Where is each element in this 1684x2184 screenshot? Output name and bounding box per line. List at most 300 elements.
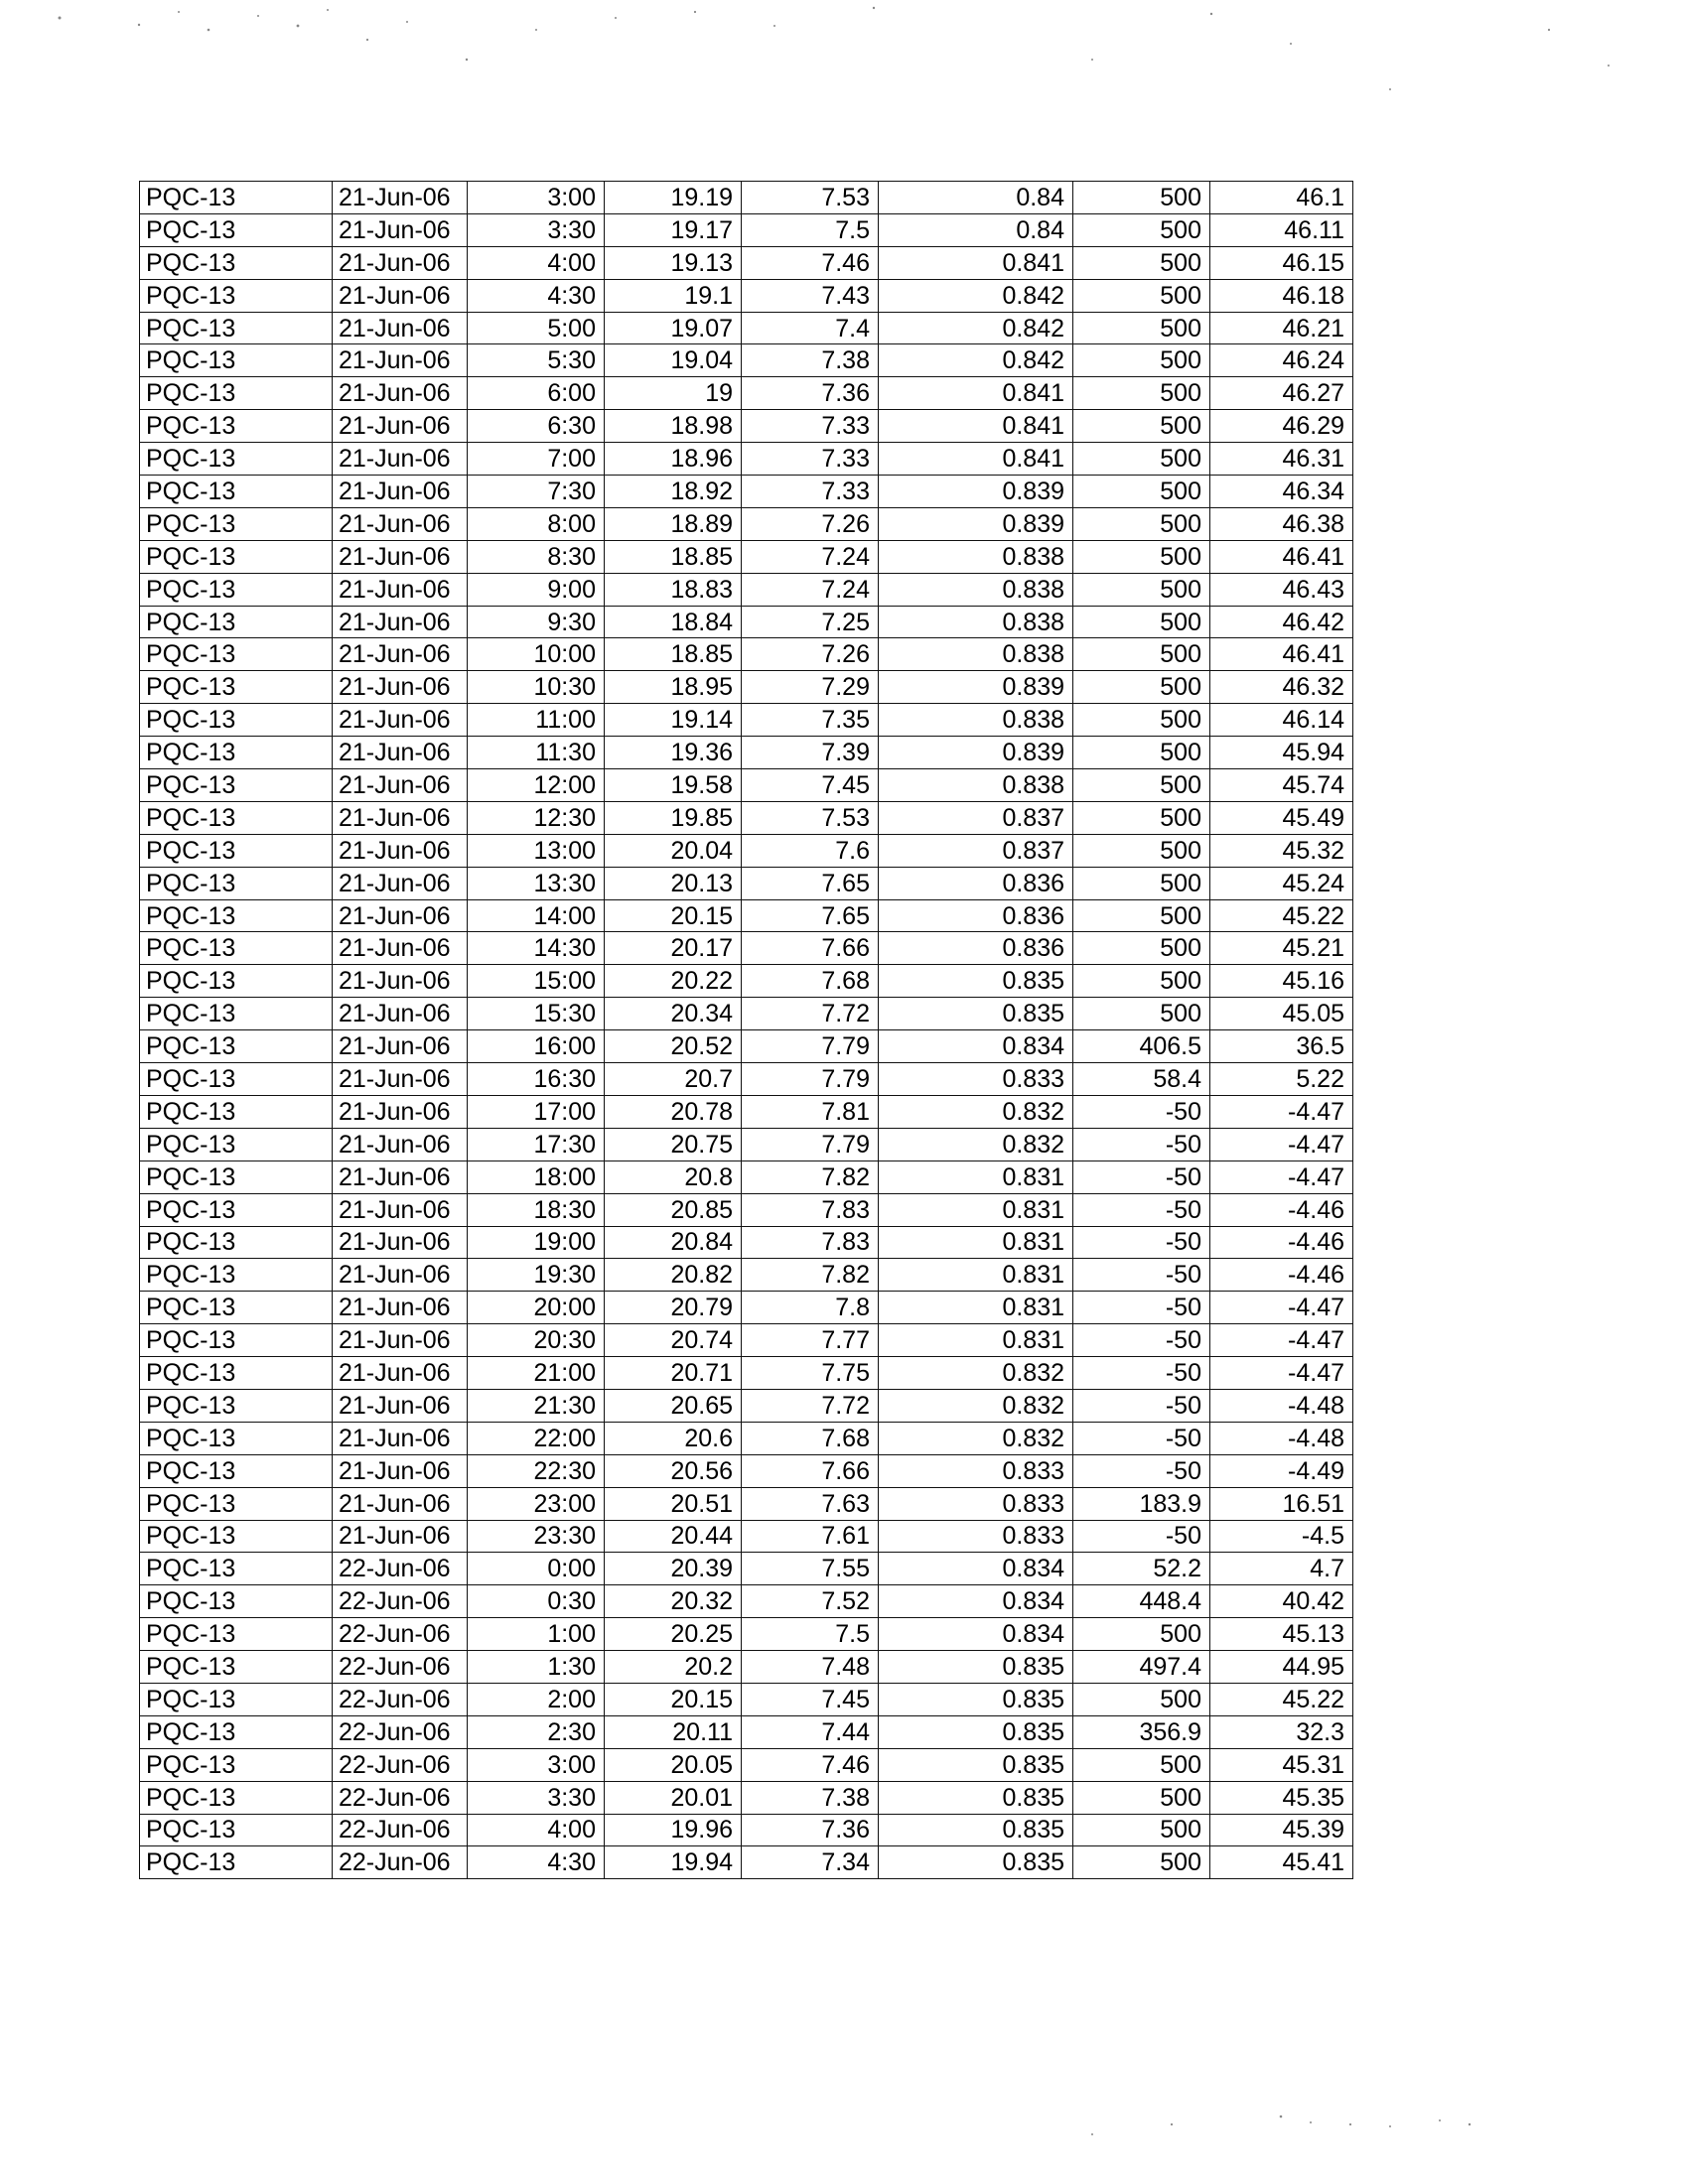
table-row [140,867,1353,899]
value-cell: 7.43 [742,279,879,312]
value-cell: 7.53 [742,182,879,214]
value-cell: 46.41 [1210,540,1353,573]
time-cell: 18:30 [468,1193,605,1226]
value-cell: 500 [1073,1781,1210,1814]
date-cell: 21-Jun-06 [333,671,468,704]
value-cell: 500 [1073,834,1210,867]
value-cell: 448.4 [1073,1585,1210,1618]
time-cell: 0:00 [468,1553,605,1585]
date-cell: 21-Jun-06 [333,1226,468,1259]
value-cell: -4.46 [1210,1226,1353,1259]
value-cell: 7.4 [742,312,879,344]
station-cell: PQC-13 [140,998,333,1030]
table-row [140,1160,1353,1193]
value-cell: 0.839 [879,476,1073,508]
value-cell: 7.65 [742,899,879,932]
value-cell: 20.17 [605,932,742,965]
value-cell: 19.17 [605,213,742,246]
value-cell: 46.1 [1210,182,1353,214]
value-cell: -50 [1073,1324,1210,1357]
station-cell: PQC-13 [140,1128,333,1160]
date-cell: 21-Jun-06 [333,704,468,737]
value-cell: 18.98 [605,410,742,443]
value-cell: 45.35 [1210,1781,1353,1814]
value-cell: 18.96 [605,443,742,476]
value-cell: 46.11 [1210,213,1353,246]
value-cell: 20.84 [605,1226,742,1259]
table-row [140,344,1353,377]
value-cell: 19.19 [605,182,742,214]
value-cell: 0.838 [879,638,1073,671]
time-cell: 15:30 [468,998,605,1030]
value-cell: 7.26 [742,507,879,540]
value-cell: 18.92 [605,476,742,508]
time-cell: 16:30 [468,1063,605,1096]
value-cell: 7.26 [742,638,879,671]
date-cell: 21-Jun-06 [333,1292,468,1324]
date-cell: 21-Jun-06 [333,1487,468,1520]
value-cell: 45.22 [1210,1683,1353,1715]
value-cell: -50 [1073,1128,1210,1160]
value-cell: 20.2 [605,1651,742,1684]
date-cell: 22-Jun-06 [333,1618,468,1651]
time-cell: 4:00 [468,246,605,279]
station-cell: PQC-13 [140,769,333,802]
value-cell: 500 [1073,312,1210,344]
value-cell: 20.05 [605,1748,742,1781]
value-cell: 0.831 [879,1226,1073,1259]
value-cell: -50 [1073,1259,1210,1292]
value-cell: -4.5 [1210,1520,1353,1553]
value-cell: 0.836 [879,932,1073,965]
value-cell: 500 [1073,671,1210,704]
value-cell: 46.41 [1210,638,1353,671]
date-cell: 21-Jun-06 [333,867,468,899]
value-cell: 0.835 [879,1683,1073,1715]
station-cell: PQC-13 [140,1324,333,1357]
value-cell: 500 [1073,704,1210,737]
value-cell: 20.65 [605,1389,742,1422]
value-cell: 46.31 [1210,443,1353,476]
value-cell: 7.48 [742,1651,879,1684]
value-cell: -4.47 [1210,1095,1353,1128]
table-row [140,1095,1353,1128]
value-cell: 0.839 [879,737,1073,769]
date-cell: 21-Jun-06 [333,1454,468,1487]
value-cell: 5.22 [1210,1063,1353,1096]
value-cell: 500 [1073,606,1210,638]
time-cell: 3:30 [468,1781,605,1814]
value-cell: 45.32 [1210,834,1353,867]
date-cell: 22-Jun-06 [333,1585,468,1618]
station-cell: PQC-13 [140,965,333,998]
time-cell: 22:00 [468,1422,605,1454]
station-cell: PQC-13 [140,1454,333,1487]
table-row [140,1063,1353,1096]
value-cell: 20.71 [605,1357,742,1390]
time-cell: 22:30 [468,1454,605,1487]
station-cell: PQC-13 [140,279,333,312]
station-cell: PQC-13 [140,801,333,834]
station-cell: PQC-13 [140,1259,333,1292]
station-cell: PQC-13 [140,704,333,737]
time-cell: 4:30 [468,1846,605,1879]
value-cell: 7.55 [742,1553,879,1585]
date-cell: 21-Jun-06 [333,312,468,344]
value-cell: 0.835 [879,1651,1073,1684]
value-cell: 18.89 [605,507,742,540]
value-cell: 45.39 [1210,1814,1353,1846]
value-cell: 0.838 [879,769,1073,802]
value-cell: 20.15 [605,1683,742,1715]
date-cell: 21-Jun-06 [333,1095,468,1128]
date-cell: 21-Jun-06 [333,998,468,1030]
value-cell: 19 [605,377,742,410]
table-row [140,965,1353,998]
value-cell: 0.832 [879,1128,1073,1160]
table-row [140,1454,1353,1487]
value-cell: -4.49 [1210,1454,1353,1487]
value-cell: 0.834 [879,1553,1073,1585]
station-cell: PQC-13 [140,1422,333,1454]
station-cell: PQC-13 [140,1651,333,1684]
value-cell: 45.13 [1210,1618,1353,1651]
value-cell: 46.29 [1210,410,1353,443]
value-cell: 7.75 [742,1357,879,1390]
value-cell: 500 [1073,638,1210,671]
value-cell: 20.74 [605,1324,742,1357]
table-row [140,410,1353,443]
table-row [140,737,1353,769]
value-cell: 0.833 [879,1520,1073,1553]
value-cell: 7.83 [742,1226,879,1259]
value-cell: -50 [1073,1357,1210,1390]
value-cell: -4.47 [1210,1324,1353,1357]
table-row [140,1683,1353,1715]
time-cell: 2:30 [468,1715,605,1748]
value-cell: 20.6 [605,1422,742,1454]
value-cell: 45.24 [1210,867,1353,899]
value-cell: 18.85 [605,540,742,573]
date-cell: 21-Jun-06 [333,1389,468,1422]
value-cell: 0.837 [879,834,1073,867]
date-cell: 21-Jun-06 [333,573,468,606]
time-cell: 9:00 [468,573,605,606]
station-cell: PQC-13 [140,246,333,279]
value-cell: 0.842 [879,344,1073,377]
table-row [140,1226,1353,1259]
value-cell: 20.15 [605,899,742,932]
time-cell: 19:00 [468,1226,605,1259]
table-row [140,1324,1353,1357]
value-cell: 7.24 [742,573,879,606]
station-cell: PQC-13 [140,1160,333,1193]
time-cell: 6:00 [468,377,605,410]
value-cell: 7.46 [742,1748,879,1781]
value-cell: 7.63 [742,1487,879,1520]
time-cell: 5:00 [468,312,605,344]
station-cell: PQC-13 [140,1781,333,1814]
table-body [140,182,1353,1879]
date-cell: 21-Jun-06 [333,1520,468,1553]
date-cell: 21-Jun-06 [333,932,468,965]
station-cell: PQC-13 [140,573,333,606]
value-cell: 19.96 [605,1814,742,1846]
table-row [140,1846,1353,1879]
value-cell: 0.841 [879,443,1073,476]
value-cell: 406.5 [1073,1030,1210,1063]
time-cell: 7:30 [468,476,605,508]
time-cell: 6:30 [468,410,605,443]
station-cell: PQC-13 [140,1030,333,1063]
date-cell: 21-Jun-06 [333,834,468,867]
table-row [140,312,1353,344]
value-cell: 7.25 [742,606,879,638]
table-row [140,899,1353,932]
value-cell: 0.833 [879,1487,1073,1520]
date-cell: 21-Jun-06 [333,899,468,932]
value-cell: 0.835 [879,1715,1073,1748]
value-cell: 7.36 [742,1814,879,1846]
value-cell: 19.1 [605,279,742,312]
value-cell: 7.6 [742,834,879,867]
value-cell: 0.841 [879,377,1073,410]
value-cell: 20.7 [605,1063,742,1096]
value-cell: 7.77 [742,1324,879,1357]
time-cell: 5:30 [468,344,605,377]
value-cell: 46.15 [1210,246,1353,279]
table-row [140,182,1353,214]
value-cell: 7.5 [742,1618,879,1651]
value-cell: 500 [1073,1846,1210,1879]
value-cell: -4.47 [1210,1292,1353,1324]
station-cell: PQC-13 [140,671,333,704]
value-cell: 58.4 [1073,1063,1210,1096]
value-cell: 18.84 [605,606,742,638]
date-cell: 22-Jun-06 [333,1553,468,1585]
value-cell: 500 [1073,899,1210,932]
date-cell: 22-Jun-06 [333,1781,468,1814]
station-cell: PQC-13 [140,1389,333,1422]
time-cell: 17:30 [468,1128,605,1160]
value-cell: 500 [1073,769,1210,802]
value-cell: 7.45 [742,1683,879,1715]
value-cell: 500 [1073,182,1210,214]
value-cell: 0.841 [879,246,1073,279]
time-cell: 13:30 [468,867,605,899]
station-cell: PQC-13 [140,1226,333,1259]
table-row [140,1389,1353,1422]
value-cell: 19.13 [605,246,742,279]
station-cell: PQC-13 [140,1292,333,1324]
value-cell: 20.39 [605,1553,742,1585]
value-cell: 500 [1073,476,1210,508]
value-cell: 19.94 [605,1846,742,1879]
station-cell: PQC-13 [140,410,333,443]
value-cell: 7.66 [742,932,879,965]
value-cell: 0.832 [879,1357,1073,1390]
table-row [140,1193,1353,1226]
table-row [140,443,1353,476]
table-row [140,1814,1353,1846]
value-cell: 20.32 [605,1585,742,1618]
value-cell: 0.834 [879,1618,1073,1651]
value-cell: 0.838 [879,540,1073,573]
date-cell: 21-Jun-06 [333,638,468,671]
time-cell: 4:30 [468,279,605,312]
value-cell: 7.72 [742,1389,879,1422]
value-cell: 500 [1073,507,1210,540]
date-cell: 22-Jun-06 [333,1846,468,1879]
value-cell: 7.65 [742,867,879,899]
value-cell: 20.8 [605,1160,742,1193]
value-cell: 19.85 [605,801,742,834]
date-cell: 21-Jun-06 [333,507,468,540]
value-cell: 500 [1073,443,1210,476]
value-cell: 18.83 [605,573,742,606]
date-cell: 22-Jun-06 [333,1715,468,1748]
value-cell: 7.83 [742,1193,879,1226]
station-cell: PQC-13 [140,1487,333,1520]
value-cell: 4.7 [1210,1553,1353,1585]
value-cell: -50 [1073,1160,1210,1193]
value-cell: 500 [1073,1618,1210,1651]
time-cell: 0:30 [468,1585,605,1618]
value-cell: 20.75 [605,1128,742,1160]
value-cell: 7.24 [742,540,879,573]
value-cell: 20.51 [605,1487,742,1520]
table-row [140,1553,1353,1585]
value-cell: 7.33 [742,410,879,443]
date-cell: 21-Jun-06 [333,1063,468,1096]
date-cell: 21-Jun-06 [333,476,468,508]
time-cell: 18:00 [468,1160,605,1193]
value-cell: 500 [1073,965,1210,998]
date-cell: 21-Jun-06 [333,246,468,279]
value-cell: 46.24 [1210,344,1353,377]
table-row [140,638,1353,671]
value-cell: 0.835 [879,1781,1073,1814]
value-cell: 0.835 [879,998,1073,1030]
value-cell: -50 [1073,1454,1210,1487]
value-cell: 7.66 [742,1454,879,1487]
time-cell: 8:30 [468,540,605,573]
value-cell: 7.36 [742,377,879,410]
time-cell: 12:30 [468,801,605,834]
value-cell: 7.33 [742,443,879,476]
table-row [140,998,1353,1030]
value-cell: 20.85 [605,1193,742,1226]
value-cell: 20.79 [605,1292,742,1324]
station-cell: PQC-13 [140,638,333,671]
date-cell: 21-Jun-06 [333,1128,468,1160]
value-cell: 0.834 [879,1585,1073,1618]
value-cell: 45.22 [1210,899,1353,932]
value-cell: 19.36 [605,737,742,769]
time-cell: 20:00 [468,1292,605,1324]
value-cell: 45.21 [1210,932,1353,965]
value-cell: 500 [1073,1748,1210,1781]
value-cell: 7.5 [742,213,879,246]
station-cell: PQC-13 [140,1193,333,1226]
value-cell: 19.07 [605,312,742,344]
value-cell: 500 [1073,573,1210,606]
time-cell: 21:30 [468,1389,605,1422]
value-cell: -50 [1073,1422,1210,1454]
time-cell: 23:00 [468,1487,605,1520]
value-cell: 7.8 [742,1292,879,1324]
station-cell: PQC-13 [140,1683,333,1715]
time-cell: 4:00 [468,1814,605,1846]
value-cell: 500 [1073,1683,1210,1715]
value-cell: 7.68 [742,965,879,998]
value-cell: 7.79 [742,1030,879,1063]
value-cell: -4.47 [1210,1128,1353,1160]
value-cell: 20.01 [605,1781,742,1814]
table-row [140,540,1353,573]
value-cell: 7.72 [742,998,879,1030]
value-cell: 46.14 [1210,704,1353,737]
value-cell: 46.43 [1210,573,1353,606]
station-cell: PQC-13 [140,1846,333,1879]
value-cell: 500 [1073,377,1210,410]
value-cell: 46.18 [1210,279,1353,312]
date-cell: 22-Jun-06 [333,1683,468,1715]
value-cell: 7.44 [742,1715,879,1748]
station-cell: PQC-13 [140,606,333,638]
value-cell: -50 [1073,1292,1210,1324]
time-cell: 17:00 [468,1095,605,1128]
value-cell: 18.85 [605,638,742,671]
table-row [140,1618,1353,1651]
value-cell: 500 [1073,1814,1210,1846]
time-cell: 1:30 [468,1651,605,1684]
value-cell: -50 [1073,1520,1210,1553]
value-cell: 20.13 [605,867,742,899]
value-cell: 20.04 [605,834,742,867]
value-cell: 7.82 [742,1259,879,1292]
station-cell: PQC-13 [140,507,333,540]
value-cell: 500 [1073,540,1210,573]
time-cell: 10:30 [468,671,605,704]
value-cell: 7.33 [742,476,879,508]
value-cell: 0.833 [879,1063,1073,1096]
date-cell: 21-Jun-06 [333,279,468,312]
value-cell: 7.46 [742,246,879,279]
time-cell: 14:30 [468,932,605,965]
time-cell: 8:00 [468,507,605,540]
value-cell: 0.832 [879,1389,1073,1422]
value-cell: 500 [1073,998,1210,1030]
time-cell: 3:30 [468,213,605,246]
station-cell: PQC-13 [140,377,333,410]
value-cell: 0.838 [879,606,1073,638]
value-cell: 0.835 [879,1748,1073,1781]
value-cell: 18.95 [605,671,742,704]
date-cell: 21-Jun-06 [333,1324,468,1357]
value-cell: 20.56 [605,1454,742,1487]
value-cell: 7.38 [742,344,879,377]
table-row [140,671,1353,704]
time-cell: 13:00 [468,834,605,867]
value-cell: -50 [1073,1095,1210,1128]
value-cell: 19.58 [605,769,742,802]
station-cell: PQC-13 [140,312,333,344]
value-cell: 500 [1073,737,1210,769]
value-cell: 0.833 [879,1454,1073,1487]
time-cell: 12:00 [468,769,605,802]
value-cell: 183.9 [1073,1487,1210,1520]
